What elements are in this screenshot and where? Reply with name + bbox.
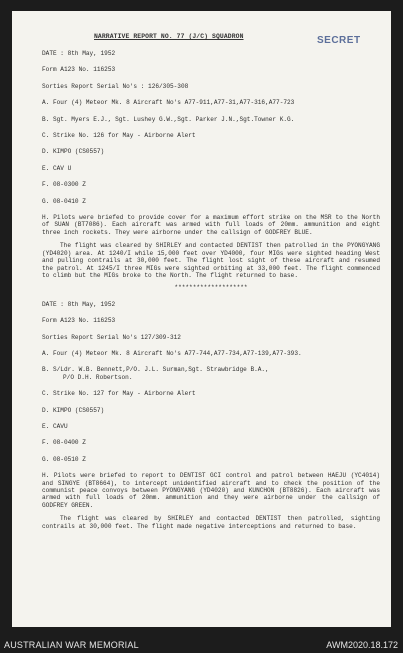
report2-item-b-cont: P/O D.H. Robertson. (63, 373, 133, 381)
report1-item-c: C. Strike No. 126 for May - Airborne Alert (42, 132, 196, 140)
separator: ******************** (174, 284, 248, 292)
report1-item-a: A. Four (4) Meteor Mk. 8 Aircraft No's A77-911,A77-31,A77-316,A77-723 (42, 99, 295, 107)
report2-item-a: A. Four (4) Meteor Mk. 8 Aircraft No's A77-744,A77-734,A77-139,A77-393. (42, 349, 302, 357)
report2-item-h: H. Pilots were briefed to report to DENTIST GCI control and patrol between HAEJU (YC4014) and SINGYE (BT8664), to intercept unidentified aircraft and to check the position of the communist peace convoys between PYONGYANG (YD4020) and KUNCHON (BT8826). Each aircraft was armed with full loads of 20mm. ammunition and they were airborne under the callsign of GODFREY GREEN. (42, 472, 380, 509)
report2-item-b: B. S/Ldr. W.B. Bennett,P/O. J.L. Surman,Sgt. Strawbridge B.A., (42, 366, 269, 374)
secret-stamp: SECRET (317, 35, 361, 46)
report1-item-d: D. KIMPO (CS0557) (42, 148, 105, 156)
footer-institution: AUSTRALIAN WAR MEMORIAL (4, 640, 139, 650)
footer-bar (0, 631, 403, 653)
report1-form: Form A123 No. 116253 (42, 66, 116, 74)
report1-sorties: Sorties Report Serial No's : 126/305-308 (42, 82, 189, 90)
report1-item-g: G. 08-0410 Z (42, 197, 86, 205)
report1-item-h: H. Pilots were briefed to provide cover for a maximum effort strike on the MSR to the North of SUAN (BT7086). Each aircraft was armed with full loads of 20mm. ammunition and eight three inch rockets. They were airborne under the callsign of GODFREY BLUE. (42, 214, 380, 236)
report2-item-d: D. KIMPO (CS0557) (42, 406, 105, 414)
document-body (42, 50, 380, 530)
report2-item-c: C. Strike No. 127 for May - Airborne Alert (42, 390, 196, 398)
report2-item-g: G. 08-0510 Z (42, 455, 86, 463)
report2-item-e: E. CAVU (42, 422, 68, 430)
report-title: NARRATIVE REPORT NO. 77 (J/C) SQUADRON (94, 33, 244, 40)
report1-item-b: B. Sgt. Myers E.J., Sgt. Lushey G.W.,Sgt. Parker J.N.,Sgt.Towner K.G. (42, 115, 295, 123)
report2-sorties: Sorties Report Serial No's 127/309-312 (42, 333, 181, 341)
report2-item-f: F. 08-0400 Z (42, 439, 86, 447)
report1-item-e: E. CAV U (42, 164, 72, 172)
report1-date: DATE : 8th May, 1952 (42, 50, 116, 57)
report2-narrative: The flight was cleared by SHIRLEY and contacted DENTIST then patrolled, sighting contrails at 30,000 feet. The flight made negative interceptions and returned to base. (42, 515, 380, 530)
document-page (12, 11, 391, 627)
report2-date: DATE : 8th May, 1952 (42, 300, 116, 308)
report1-narrative: The flight was cleared by SHIRLEY and contacted DENTIST then patrolled in the PYONGYANG (YD4020) area. At 1240/I while 15,000 feet over YD4000, four MIGs were sighted heading West and pulling contrails at 30,000 feet. The flight lost sight of these aircraft and resumed the patrol. At 1245/I three MIGs were sighted orbiting at 33,000 feet. The flight commenced to climb but the MIGs broke to the North. The flight returned to base. (42, 242, 380, 279)
footer-accession-number: AWM2020.18.172 (326, 640, 398, 650)
report2-form: Form A123 No. 116253 (42, 317, 116, 325)
report1-item-f: F. 08-0300 Z (42, 181, 86, 189)
